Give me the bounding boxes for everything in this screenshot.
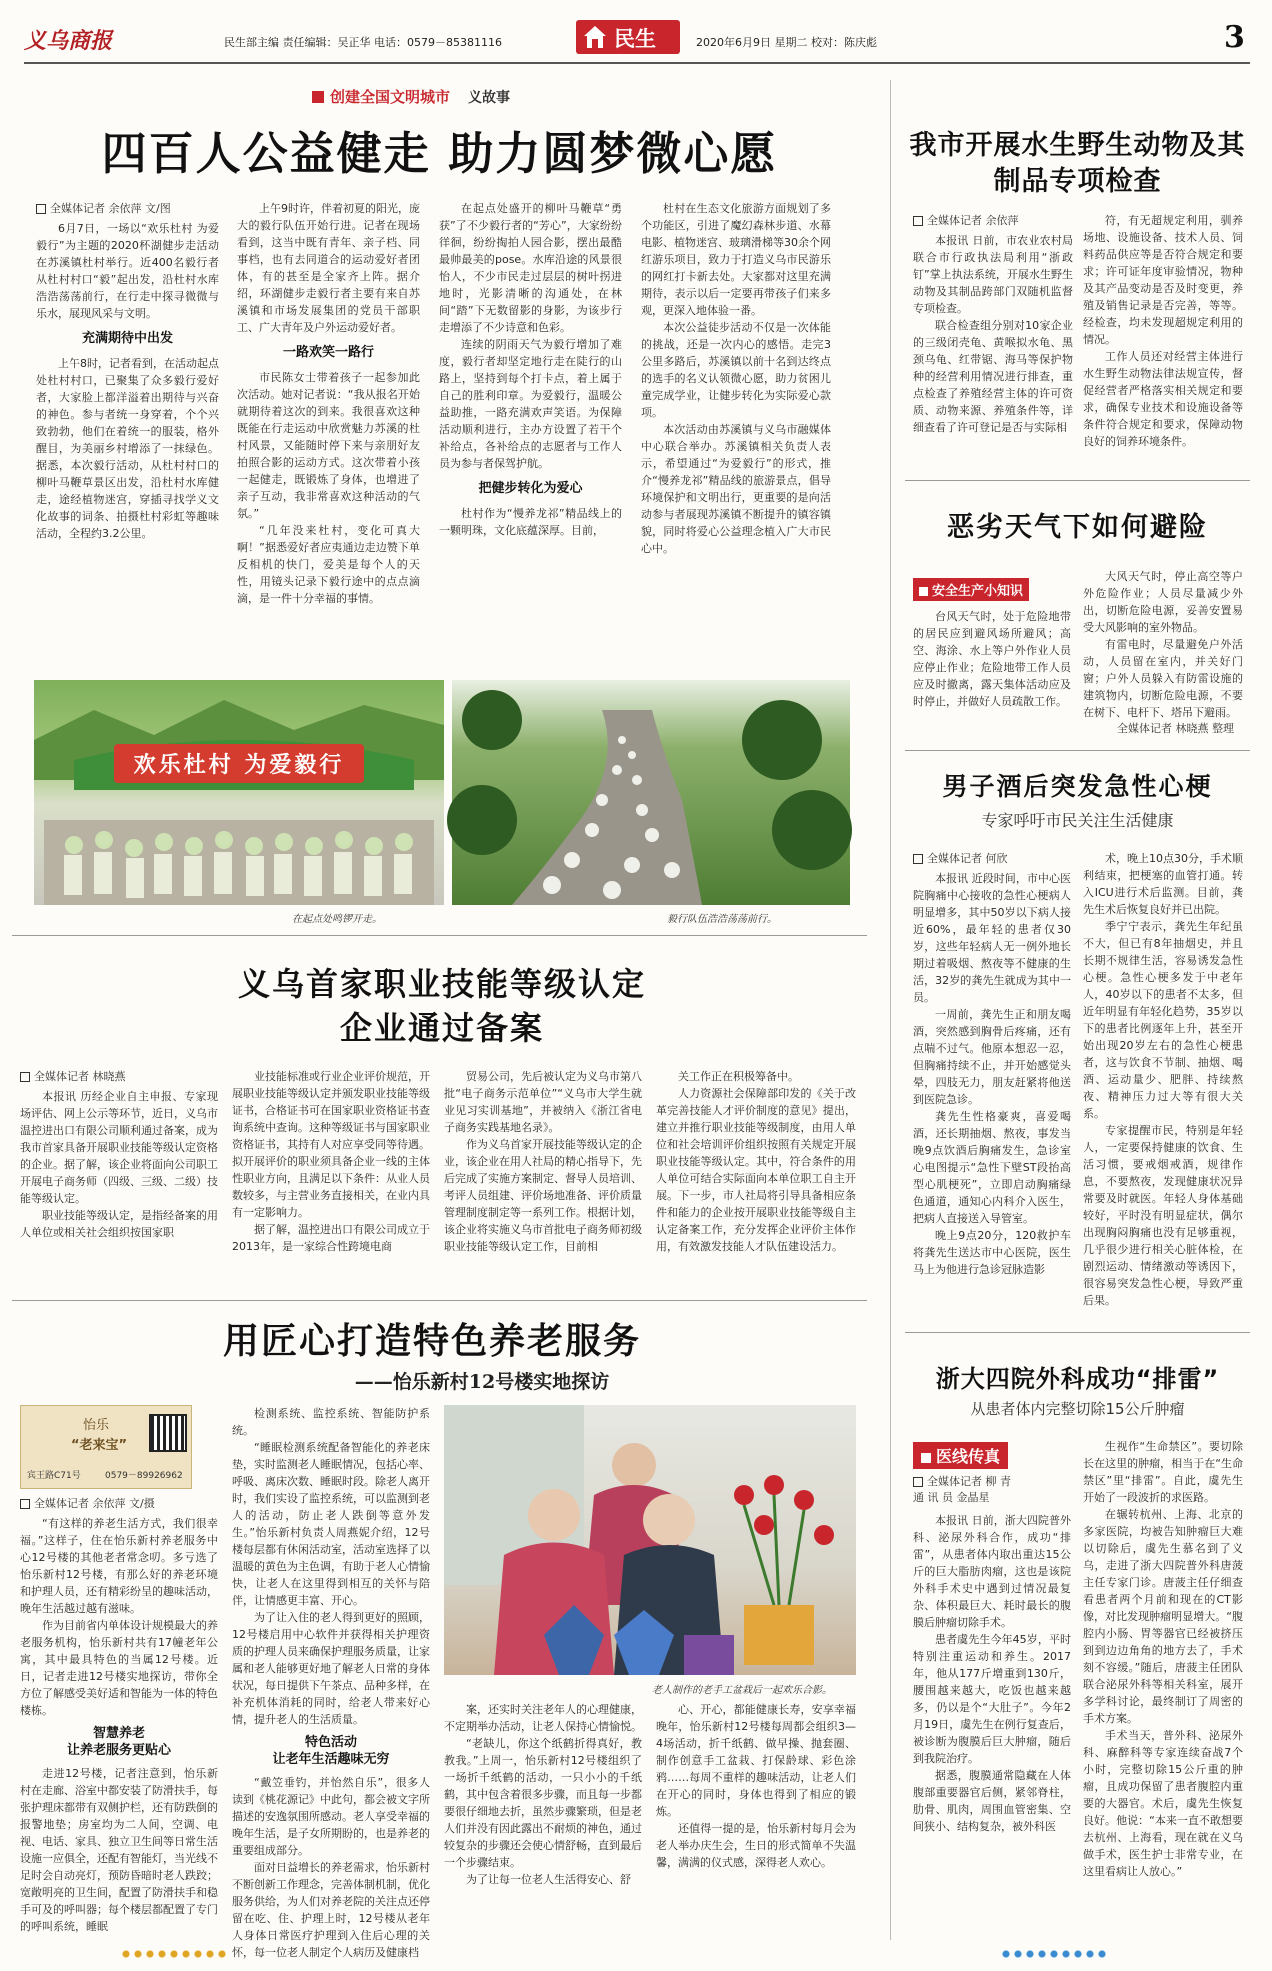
headline: 恶劣天气下如何避险 [947,512,1208,543]
paragraph: 上午8时，记者看到，在活动起点处杜村村口，已聚集了众多毅行爱好者，大家脸上都洋溢着出期待与兴奋的神色。参与者统一身穿着，个个兴致勃勃，他们在着统一的服装，格外醒目，为美丽乡村增添了一抹绿色。据悉，本次毅行活动，从杜村村口的柳叶马鞭草景区出发，沿杜村水库健走，途经植物迷宫，穿插寻找学义文化故事的词条、拍摄杜村彩虹等趣味活动，全程约3.2公里。 [36,357,219,540]
col-1 [913,1512,1071,1932]
story-wildlife-check [905,80,1250,448]
logo-ad [20,1405,192,1489]
photo-walking-crowd [452,680,850,905]
subhead: ——怡乐新村12号楼实地探访 [354,1371,610,1393]
subhead: 专家呼吁市民关注生活健康 [981,811,1174,830]
paragraph: 工作人员还对经营主体进行水生野生动物法律法规宣传，督促经营者严格落实相关规定和要求，确保专业技术和设施设备等条件符合规定和要求，保障动物良好的饲养环境条件。 [1083,350,1243,448]
paragraph: “老缺儿，你这个纸鹤折得真好，教教我。”上周一，怡乐新村12号楼组织了一场折千纸鹤的活动，一只小小的千纸鹤，其中包含着很多步骤，而且每一步都要很仔细地去折，虽然步骤繁琐，但是老人们并没有因此露出不耐烦的神色，通过较复杂的步骤还会使心情舒畅，直到最后一个步骤结束。 [444,1737,642,1869]
caption-1: 在起点处鸣锣开走。 [292,914,382,925]
logo-phone: 0579－89926962 [105,1471,183,1481]
divider [12,1300,867,1301]
paragraph: 本报讯 近段时间，市中心医院胸痛中心接收的急性心梗病人明显增多，其中50岁以下病人接近60%，最年轻的患者仅30岁，这些年轻病人无一例外地长期过着吸烟、熬夜等不健康的生活，32岁的龚先生就成为其中一员。 [913,872,1071,1004]
paragraph: 有雷电时，尽量避免户外活动，人员留在室内，并关好门窗；户外人员躲入有防雷设施的建筑物内，切断危险电源，不要在树下、电杆下、塔吊下避雨。 [1083,638,1243,719]
headline: 浙大四院外科成功“排雷” [935,1365,1220,1393]
divider [905,480,1250,481]
divider [905,750,1250,751]
paragraph: 人力资源社会保障部印发的《关于改革完善技能人才评价制度的意见》提出，建立并推行职业技能等级制度，由用人单位和社会培训评价组织按照有关规定开展职业技能等级认定。其中，符合条件的用人单位可结合实际面向本单位职工自主开展。下一步，市人社局将引导具备相应条件和能力的企业按开展职业技能等级自主认定备案工作，充分发挥企业评价主体作用，有效激发技能人才队伍建设活力。 [656,1087,856,1253]
byline-box-icon [20,1072,30,1082]
col-4 [641,200,831,660]
paragraph: 杜村作为“慢养龙祁”精品线上的一颗明珠，文化底蕴深厚。目前， [439,507,622,537]
section-badge [576,20,680,54]
paragraph: 患者虞先生今年45岁，平时特别注重运动和养生。2017年，他从177斤增重到130斤，腰围越来越大，吃饭也越来越多，仍以是个“大肚子”。今年2月19日，虞先生在例行复查后，被诊断为腹膜后巨大肿瘤，随后到我院治疗。 [913,1633,1071,1765]
byline: 全媒体记者 林晓燕 [20,1068,126,1084]
story-vocational-skills [12,940,867,1295]
col-2 [1083,1438,1243,1932]
col-2 [1083,850,1243,1320]
logo-location: 宾王路C71号 [27,1471,81,1481]
qr-icon [149,1414,187,1452]
section-name: 民生 [614,27,656,51]
paragraph: 据了解，温控进出口有限公司成立于2013年，是一家综合性跨境电商 [232,1223,430,1253]
caption-2: 毅行队伍浩浩荡荡前行。 [667,914,777,925]
paragraph: 为了让入住的老人得到更好的照顾，12号楼启用中心软件并获得相关护理资质的护理人员来确保护理服务质量，让家属和老人能够更好地了解老人日常的身体状况，每日提供下午茶点、品种多样，在补充机体消耗的同时，给老人带来好心情，提升老人的生活质量。 [232,1611,430,1726]
paragraph: 手术当天，普外科、泌尿外科、麻醉科等专家连续奋战7个小时，完整切除15公斤重的肿瘤，且成功保留了患者腹腔内重要的大器官。术后，虞先生恢复良好。他说：“本来一直不敢想要去杭州、上海看，现在就在义乌做手术，医生护士非常专业，在这里看病让人放心。” [1083,1729,1243,1878]
byline-box-icon [913,216,923,226]
dot-row-right [1000,1950,1110,1958]
paragraph: 关工作正在积极筹备中。 [678,1070,799,1083]
tag-square-icon [919,587,928,596]
subheading: 一路欢笑一路行 [282,345,374,360]
house-icon [582,24,608,50]
paragraph: 本报讯 历经企业自主申报、专家现场评估、网上公示等环节，近日，义乌市温控进出口有限公司顺利通过备案，成为我市首家具备开展职业技能等级认定资格的企业。据了解，该企业将面向公司职工开展电子商务师（四级、三级、二级）技能等级认定。 [20,1090,218,1205]
byline: 全媒体记者 何欣 [913,850,1008,866]
paragraph: 本报讯 日前，浙大四院普外科、泌尿外科合作，成功“排雷”，从患者体内取出重达15公斤的巨大脂肪肉瘤，这也是该院外科手术史中遇到过情况最复杂、体积最巨大、耗时最长的腹膜后肿瘤切除手术。 [913,1514,1071,1629]
paragraph: 走进12号楼，记者注意到，怡乐新村在走廊、浴室中都安装了防滑扶手，每张护理床都带有双侧护栏，还有防跌倒的报警地垫；房室均为二人间，空调、电视、电话、家具、独立卫生间等日常生活设施一应俱全，还配有智能灯，当光线不足时会自动亮灯，预防昏暗时老人跌跤；宽敞明亮的卫生间，配置了防滑扶手和稳手可及的呼叫器；每个楼层都配置了专门的呼叫系统，睡眠 [20,1767,218,1933]
paragraph: 符，有无超规定利用，驯养场地、设施设备、技术人员、饲料药品供应等是否符合规定和要求；许可证年度审验情况，物种及其产品变动是否及时变更，养殖及销售记录是否完善，等等。经检查，均未发现超规定利用的情况。 [1083,214,1243,346]
paragraph: 杜村在生态文化旅游方面规划了多个功能区，引进了魔幻森林步道、水幕电影、植物迷宫、玻璃滑梯等30余个网红游乐项目，致力于打造义乌市民游乐的网红打卡新去处。大家都对这里充满期待，表示以后一定要再带孩子们来多观，更深入地体验一番。 [641,202,831,317]
kicker-author: 义故事 [468,90,510,106]
mountain-shape [34,680,444,905]
kicker-tag: 创建全国文明城市 [330,88,451,106]
page-number: 3 [1224,20,1245,55]
col-1 [913,870,1071,1320]
paragraph: 作为目前省内单体设计规模最大的养老服务机构，怡乐新村共有17幢老年公寓，其中最具特色的当属12号楼。近日，记者走进12号楼实地探访，带你全方位了解感受美好适和智能为一体的特色楼栋。 [20,1619,218,1717]
paragraph: “有这样的养老生活方式，我们很幸福。”这样子，住在怡乐新村养老服务中心12号楼的其他老者常念叨。多亏选了怡乐新村12号楼，有那么好的养老环境和护理人员，还有精彩纷呈的趣味活动，晚年生活越过越有滋味。 [20,1517,218,1615]
col-1 [20,1515,218,1940]
col-1 [36,220,219,660]
photo-caption: 老人制作的老手工盆栽后一起欢乐合影。 [652,1685,832,1696]
paragraph: 业技能标准或行业企业评价规范，开展职业技能等级认定并颁发职业技能等级证书，合格证书可在国家职业资格证书查询系统中查询。这种等级证书与国家职业资格证书，其持有人对应享受同等待遇。拟开展评价的职业须具备企业一线的主体性职业方向，且满足以下条件：从业人员数较多，与主营业务直接相关，在业内具有一定影响力。 [232,1070,430,1219]
column-divider [890,80,891,1940]
col-2 [237,200,420,660]
headline: 我市开展水生野生动物及其制品专项检查 [909,130,1246,197]
story-public-walk [12,80,867,930]
paragraph: 龚先生性格豪爽，喜爱喝酒，还长期抽烟、熬夜，事发当晚9点饮酒后胸痛发生，急诊室心电图提示“急性下壁ST段抬高型心肌梗死”，立即启动胸痛绿色通道，通知心内科介入医生，把病人直接送入导管室。 [913,1110,1071,1225]
paragraph: 台风天气时，处于危险地带的居民应到避风场所避风；高空、海涂、水上等户外作业人员应停止作业；危险地带工作人员应及时撤离，露天集体活动应及时停止，并做好人员疏散工作。 [913,610,1071,708]
paragraph: 案，还实时关注老年人的心理健康，不定期举办活动，让老人保持心情愉悦。 [444,1703,642,1733]
story-weather-safety [905,490,1250,740]
tag-square-icon [921,1453,931,1463]
tag-label: 安全生产小知识 [913,578,1029,601]
paragraph: 生视作“生命禁区”。要切除长在这里的肿瘤，相当于在“生命禁区”里“排雷”。自此，虞先生开始了一段波折的求医路。 [1083,1440,1243,1504]
paragraph: 职业技能等级认定，是指经备案的用人单位或相关社会组织按国家职 [20,1209,218,1239]
byline: 全媒体记者 余依萍 [913,212,1019,228]
footer-dots [100,1948,1200,1962]
col-3 [439,200,622,660]
masthead-rule [24,62,1250,64]
paragraph: 6月7日，一场以“欢乐杜村 为爱毅行”为主题的2020杯湖健步走活动在苏溪镇杜村举行。近400名毅行者从杜村村口“毅”起出发，沿杜村水库浩浩荡荡前行，在行走中探寻微微与乐水，展现风采与文明。 [36,222,219,320]
paragraph: 联合检查组分别对10家企业的三级闭壳龟、黄喉拟水龟、黑颈乌龟、红带锯、海马等保护物种的经营利用情况进行排查，重点检查了养殖经营主体的许可资质、动物来源、养殖条件等，详细查看了许可登记是否与实际相 [913,319,1073,434]
paragraph: 在起点处盛开的柳叶马鞭草“勇获”了不少毅行者的“芳心”，大家纷纷徉徊，纷纷掏拍人园合影，摆出最酷最帅最美的pose。水库沿途的风景很怡人，不少市民走过层层的树叶拐进地时，光影清晰的沟通处，在林间“踏”下无数留影的身影，为该步行走增添了不少诗意和色彩。 [439,202,622,334]
col-2 [232,1405,430,1959]
paragraph: 心、开心，都能健康长寿，安享幸福晚年，怡乐新村12号楼每周都会组织3—4场活动，折千纸鹤、做早操、抛套圈、制作创意手工盆栽、打保龄球、彩色涂鸦……每周不重样的趣味活动，让老人们在开心的同时，身体也得到了相应的锻炼。 [656,1703,856,1818]
elders-scene [444,1405,856,1675]
story-elder-care [12,1305,867,1959]
subheading: 把健步转化为爱心 [478,481,583,496]
byline: 全媒体记者 柳 青 通 讯 员 金晶星 [913,1475,1011,1504]
date-info: 2020年6月9日 星期二 校对：陈庆彪 [696,36,877,49]
photo-banner: 欢乐杜村 为爱毅行 [114,744,364,783]
paragraph: “几年没来杜村，变化可真大啊！”据悉爱好者应夷通边走边赞下单反相机的快门，爱美是每个人的天性，用镜头记录下毅行途中的点点滴滴，是一件十分幸福的事情。 [237,524,420,605]
paragraph: 面对日益增长的养老需求，怡乐新村不断创新工作理念，完善体制机制，优化服务供给，为人们对养老院的关注点还停留在吃、住、护理上时，12号楼从老年人身体日常医疗护理到入住后心理的关怀，每一位老人制定个人病历及健康档 [232,1861,430,1959]
paragraph: 上午9时许，伴着初夏的阳光，庞大的毅行队伍开始行进。记者在现场看到，这当中既有青年、亲子档、同事档，也有去同道合的运动爱好者团体，有的甚至是全家齐上阵。据介绍，环湖健步走毅行者主要有来自苏溪镇和市场发展集团的党员干部职工、广大青年及户外运动爱好者。 [237,202,420,334]
story-heart-attack [905,758,1250,1328]
col-1 [913,232,1073,434]
byline-box-icon [20,1499,30,1509]
paragraph: 连续的阴雨天气为毅行增加了难度，毅行者却坚定地行走在陡行的山路上，坚持到每个打卡点，着上属于自己的胜利印章。为爱毅行，温暖公益助推，一路充满欢声笑语。为保障活动顺利进行，主办方设置了若干个补给点，各补给点的志愿者与工作人员为参与者保驾护航。 [439,338,622,470]
photo-elders-crafts [444,1405,856,1675]
headline: 义乌首家职业技能等级认定企业通过备案 [237,965,646,1047]
col-2 [232,1068,430,1288]
col-3 [444,1068,642,1288]
col-1 [20,1088,218,1288]
divider [905,1332,1250,1333]
col-2 [1083,212,1243,448]
logo-sub: “老来宝” [71,1438,128,1453]
byline: 全媒体记者 余依萍 文/摄 [20,1495,155,1511]
paragraph: “戴笠垂钓，并怡然自乐”，很多人读到《桃花源记》中此句，都会被文字所描述的安逸氛围所感动。老人享受幸福的晚年生活，是子女所期盼的，也是养老的重要组成部分。 [232,1776,430,1857]
paragraph: 本次活动由苏溪镇与义乌市融媒体中心联合举办。苏溪镇相关负责人表示，希望通过“为爱毅行”的形式，推介“慢养龙祁”精品线的旅游景点，倡导环境保护和文明出行，更重要的是向活动参与者展现苏溪镇不断提升的镇容镇貌，同时将爱心公益理念植入广大市民心中。 [641,423,831,555]
kicker-square-icon [312,91,324,103]
col-1 [913,608,1071,738]
col-3 [444,1701,642,1941]
subhead: 从患者体内完整切除15公斤肿瘤 [970,1400,1185,1418]
subheading: 特色活动 让老年生活趣味无穷 [272,1735,390,1767]
paragraph: 贸易公司，先后被认定为义乌市第八批“电子商务示范单位”“义乌市大学生就业见习实训基地”，并被纳入《浙江省电子商务实践基地名录》。 [444,1070,642,1134]
tag-label: 医线传真 [913,1442,1008,1469]
editor-info: 民生部主编 责任编辑：吴正华 电话：0579－85381116 [224,36,502,49]
col-4 [656,1068,856,1288]
byline-box-icon [913,1477,923,1487]
divider [12,935,867,936]
photo-start-ceremony [34,680,444,905]
paper-name: 义乌商报 [24,28,113,54]
paragraph: 为了让每一位老人生活得安心、舒 [466,1873,631,1886]
paragraph: 作为义乌首家开展技能等级认定的企业，该企业在用人社局的精心指导下，先后完成了实施方案制定、督导人员培训、考评人员组建、评价场地准备、评价质量管理制度制定等一系列工作。根据计划，该企业将实施义乌市首批电子商务师初级职业技能等级认定工作，目前相 [444,1138,642,1253]
paragraph: “睡眠检测系统配备智能化的养老床垫，实时监测老人睡眠情况，包括心率、呼吸、离床次数、睡眠时段。除老人离开时，我们实设了监控系统，可以监测到老人的活动，防止老人跌倒等意外发生。”怡乐新村负责人周燕妮介绍，12号楼每层都有休闲活动室，活动室选择了以温暖的黄色为主色调，有助于老人心情愉快，让老人在这里得到相互的关怀与陪伴，让情感更丰富、开心。 [232,1441,430,1607]
byline-box-icon [36,204,46,214]
paragraph: 检测系统、监控系统、智能防护系统。 [232,1407,430,1437]
col-2 [1083,568,1243,718]
byline-box-icon [913,854,923,864]
paragraph: 据悉，腹膜通常隐藏在人体腹部重要器官后侧，紧邻脊柱，肋骨、肌肉，周围血管密集、空间狭小、结构复杂，被外科医 [913,1769,1071,1833]
paragraph: 本次公益徒步活动不仅是一次体能的挑战，还是一次内心的感悟。走完3公里多路后，苏溪镇以前十名到达终点的选手的名义认领微心愿，助力贫困儿童完成学业，让健步转化为实际爱心款项。 [641,321,831,419]
paragraph: 季宁宁表示，龚先生年纪虽不大，但已有8年抽烟史，并且长期不规律生活，容易诱发急性心梗。急性心梗多发于中老年人，40岁以下的患者不太多，但近年明显有年轻化趋势，35岁以下的患者比例逐年上升，甚至开始出现20岁左右的急性心梗患者，这与饮食不节制、抽烟、喝酒、运动量少、肥胖、持续熬夜、精神压力过大等有很大关系。 [1083,920,1243,1120]
paragraph: 大风天气时，停止高空等户外危险作业；人员尽量减少外出，切断危险电源，妥善安置易受大风影响的室外物品。 [1083,570,1243,634]
masthead [24,20,1250,58]
paragraph: 本报讯 日前，市农业农村局联合市行政执法局利用“浙政钉”掌上执法系统，开展水生野生动物及其制品跨部门双随机监督专项检查。 [913,234,1073,315]
dot-row-left [120,1950,230,1958]
paragraph: 晚上9点20分，120救护车将龚先生送达市中心医院，医生马上为他进行急诊冠脉造影 [913,1229,1071,1276]
headline: 用匠心打造特色养老服务 [222,1321,641,1362]
paragraph: 术，晚上10点30分，手术顺利结束，把梗塞的血管打通。转入ICU进行术后监测。目前，龚先生术后恢复良好并已出院。 [1083,852,1243,916]
headline: 四百人公益健走 助力圆梦微心愿 [101,127,778,180]
headline: 男子酒后突发急性心梗 [942,772,1213,801]
story-tumor-surgery [905,1340,1250,1940]
paragraph: 专家提醒市民，特别是年轻人，一定要保持健康的饮食、生活习惯，要戒烟戒酒，规律作息，不要熬夜，发现健康状况异常要及时就医。年轻人身体基础较好，平时没有明显症状，偶尔出现胸闷胸痛也没有足够重视，几乎很少进行相关心脏体检，在剧烈运动、情绪激动等诱因下，很容易突发急性心梗，导致严重后果。 [1083,1124,1243,1307]
paragraph: 一周前，龚先生正和朋友喝酒，突然感到胸骨后疼痛，还有点喘不过气。他原本想忍一忍，但胸痛持续不止，并开始感觉头晕，四肢无力，朋友赶紧将他送到医院急诊。 [913,1008,1071,1106]
paragraph: 市民陈女士带着孩子一起参加此次活动。她对记者说：“我从报名开始就期待着这次的到来。我很喜欢这种既能在行走运动中欣赏魅力苏溪的杜村风景，又能随时停下来与亲朋好友拍照合影的运动方式。这次带着小孩一起健走，既锻炼了身体，也增进了亲子互动，我非常喜欢这种活动的气氛。” [237,371,420,520]
subheading: 智慧养老 让养老服务更贴心 [66,1726,171,1758]
paragraph: 还值得一提的是，怡乐新村每月会为老人举办庆生会，生日的形式简单不失温馨，满满的仪式感，深得老人欢心。 [656,1822,856,1869]
logo-sign: 怡乐 [83,1418,110,1433]
credit: 全媒体记者 林晓燕 整理 [1117,722,1234,735]
col-4 [656,1701,856,1941]
byline: 全媒体记者 余依萍 文/图 [36,200,171,216]
path-shape [452,680,850,905]
subheading: 充满期待中出发 [81,331,173,346]
paragraph: 在辗转杭州、上海、北京的多家医院，均被告知肿瘤巨大难以切除后，虞先生慕名到了义乌，走进了浙大四院普外科唐菠主任专家门诊。唐菠主任仔细查看患者两个月前和现在的CT影像，对比发现肿瘤明显增大。“腹腔内小肠、胃等器官已经被挤压到到边边角角的地方去了，手术刻不容缓。”随后，唐菠主任团队联合泌尿外科等相关科室，展开多学科讨论，最终制订了周密的手术方案。 [1083,1508,1243,1725]
